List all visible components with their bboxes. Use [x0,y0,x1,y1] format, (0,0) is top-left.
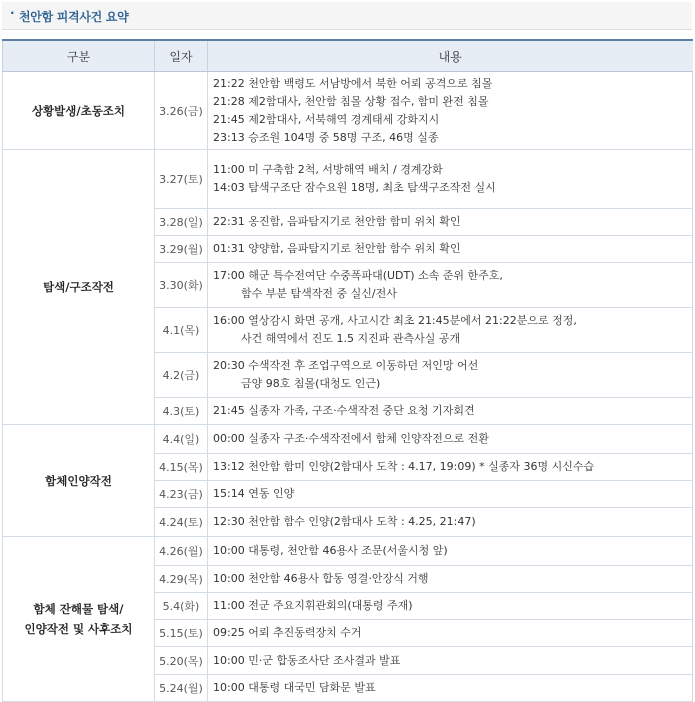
content-line: 21:28 제2함대사, 천안함 침몰 상황 접수, 함미 완전 침몰 [213,94,489,108]
content-line: 10:00 민·군 합동조사단 조사결과 발표 [213,653,401,667]
content-line: 01:31 양양함, 음파탐지기로 천안함 함수 위치 확인 [213,242,461,255]
content-line: 10:00 대통령 대국민 담화문 발표 [213,681,376,694]
content-cell [208,454,693,481]
content-line: 금양 98호 침몰(대청도 인근) [241,377,381,390]
content-cell [208,150,693,209]
content-cell [208,308,693,353]
content-cell [208,72,693,150]
content-line: 17:00 해군 특수전여단 수중폭파대(UDT) 소속 준위 한주호, [213,269,503,282]
table-row [3,425,693,454]
date-cell: 4.15(목) [155,454,208,481]
content-line: 21:22 천안함 백령도 서남방에서 북한 어뢰 공격으로 침몰 [213,76,493,90]
table-row [3,150,693,209]
category-label: 상황발생/초동조치 [31,103,126,118]
category-cell [3,537,155,702]
date-cell: 3.27(토) [155,150,208,209]
header-content: 내용 [208,40,693,72]
date-cell: 4.2(금) [155,353,208,398]
content-cell [208,620,693,647]
content-line: 12:30 천안함 함수 인양(2함대사 도착 : 4.25, 21:47) [213,515,476,528]
content-cell [208,566,693,593]
date-cell: 4.4(일) [155,425,208,454]
content-cell [208,353,693,398]
content-cell [208,209,693,236]
date-cell: 3.29(월) [155,236,208,263]
content-cell [208,593,693,620]
content-cell [208,398,693,425]
date-cell: 4.29(목) [155,566,208,593]
content-line: 21:45 실종자 가족, 구조·수색작전 중단 요청 기자회견 [213,404,475,417]
content-line: 사건 해역에서 진도 1.5 지진파 관측사실 공개 [241,332,461,345]
date-cell: 4.24(토) [155,508,208,537]
content-line: 00:00 실종자 구조·수색작전에서 함체 인양작전으로 전환 [213,432,489,445]
content-cell [208,508,693,537]
content-line: 14:03 탐색구조단 잠수요원 18명, 최초 탐색구조작전 실시 [213,181,496,194]
section-title-bar [2,2,692,30]
content-cell [208,263,693,308]
date-cell: 3.26(금) [155,72,208,150]
content-cell [208,675,693,702]
category-cell [3,72,155,150]
table-row [3,537,693,566]
category-label: 인양작전 및 사후조치 [24,622,133,636]
incident-summary-table [2,39,693,702]
category-cell [3,425,155,537]
content-line: 10:00 천안함 46용사 합동 영결·안장식 거행 [213,572,429,585]
content-line: 함수 부분 탐색작전 중 실신/전사 [241,287,397,300]
date-cell: 5.24(월) [155,675,208,702]
content-line: 10:00 대통령, 천안함 46용사 조문(서울시청 앞) [213,544,448,557]
content-cell [208,481,693,508]
section-title: 천안함 피격사건 요약 [19,10,129,24]
date-cell: 4.26(월) [155,537,208,566]
date-cell: 4.23(금) [155,481,208,508]
table-header-row [3,40,693,72]
content-cell [208,537,693,566]
content-line: 23:13 승조원 104명 중 58명 구조, 46명 실종 [213,130,439,144]
content-line: 13:12 천안함 함미 인양(2함대사 도착 : 4.17, 19:09) * 실종자 36명 시신수습 [213,460,595,473]
date-cell: 5.4(화) [155,593,208,620]
content-line: 09:25 어뢰 추진동력장치 수거 [213,626,362,639]
category-label: 함체 잔해물 탐색/ [33,602,124,616]
date-cell: 4.3(토) [155,398,208,425]
date-cell: 5.15(토) [155,620,208,647]
content-line: 16:00 열상감시 화면 공개, 사고시간 최초 21:45분에서 21:22분으로 정정, [213,314,577,327]
date-cell: 5.20(목) [155,647,208,675]
date-cell: 3.30(화) [155,263,208,308]
content-cell [208,236,693,263]
content-line: 22:31 옹진함, 음파탐지기로 천안함 함미 위치 확인 [213,215,461,228]
content-line: 20:30 수색작전 후 조업구역으로 이동하던 저인망 어선 [213,359,479,372]
date-cell: 4.1(목) [155,308,208,353]
table-row [3,72,693,150]
content-cell [208,647,693,675]
content-line: 11:00 전군 주요지휘관회의(대통령 주재) [213,599,413,612]
content-line: 11:00 미 구축함 2척, 서방해역 배치 / 경계강화 [213,163,443,176]
header-category: 구분 [3,40,155,72]
date-cell: 3.28(일) [155,209,208,236]
content-line: 15:14 연동 인양 [213,487,295,500]
category-label: 함체인양작전 [45,473,112,488]
category-cell [3,150,155,425]
content-line: 21:45 제2함대사, 서북해역 경계태세 강화지시 [213,112,440,126]
content-cell [208,425,693,454]
title-bullet: · [10,6,15,20]
category-label: 탐색/구조작전 [43,280,114,294]
header-date: 일자 [155,40,208,72]
